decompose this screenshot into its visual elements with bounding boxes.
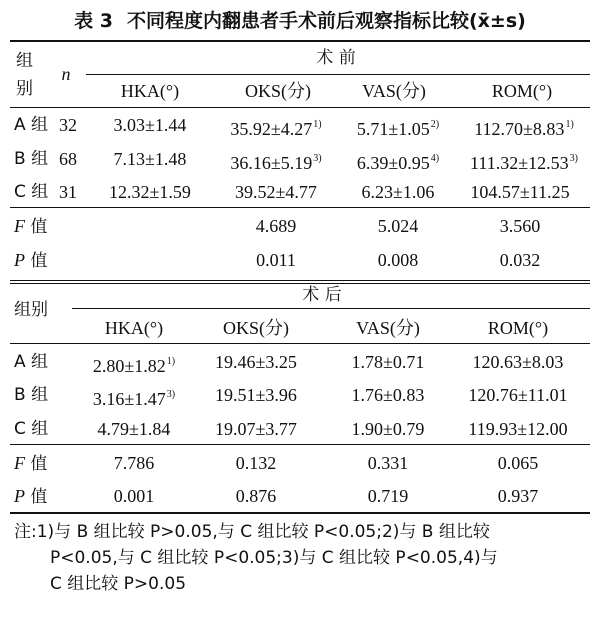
pre-body-rule (10, 207, 590, 208)
section-divider-2 (10, 283, 590, 284)
post-f-rom: 0.065 (497, 453, 539, 473)
post-p-vas: 0.719 (367, 486, 409, 506)
pre-row-c-hka: 12.32±1.59 (109, 182, 191, 202)
pre-row-a-rom: $112.70\pm 8.83^{1)}$ (474, 119, 574, 139)
pre-row-a-n: 32 (59, 115, 77, 135)
post-header-rule (10, 343, 590, 344)
pre-f-oks: 4.689 (255, 216, 297, 236)
section-divider (10, 280, 590, 281)
pre-row-c-oks: 39.52±4.77 (235, 182, 317, 202)
post-f-vas: 0.331 (367, 453, 409, 473)
footnote-line-1: 注:1)与 B 组比较 P>0.05,与 C 组比较 P<0.05;2)与 B 组比较 (14, 522, 490, 542)
pre-row-c-group: C 组 (14, 182, 49, 202)
table-number: 表 3 (74, 10, 113, 32)
post-p-label: P 值 (14, 486, 48, 507)
pre-row-b-hka: 7.13±1.48 (113, 149, 187, 169)
pre-span-header: 术 前 (316, 48, 356, 68)
post-f-oks: 0.132 (235, 453, 277, 473)
table-footnote (14, 519, 584, 597)
post-row-b-hka: $3.16\pm 1.47^{3)}$ (92, 389, 176, 409)
post-row-c-group: C 组 (14, 419, 49, 439)
table-caption: 不同程度内翻患者手术前后观察指标比较(x̄±s) (126, 10, 526, 32)
pre-p-label: P 值 (14, 250, 48, 271)
pre-f-vas: 5.024 (377, 216, 419, 236)
post-p-hka: 0.001 (113, 486, 155, 506)
bottom-rule (10, 512, 590, 514)
post-row-c-vas: 1.90±0.79 (351, 419, 425, 439)
pre-col-vas: VAS(分) (362, 81, 426, 101)
group-header-top: 组 (16, 51, 33, 71)
post-row-a-rom: 120.63±8.03 (472, 352, 564, 372)
post-row-a-hka: $2.80\pm 1.82^{1)}$ (92, 356, 176, 376)
pre-p-oks: 0.011 (256, 250, 296, 270)
pre-row-a-vas: $5.71\pm 1.05^{2)}$ (356, 119, 440, 139)
pre-header-rule (10, 107, 590, 108)
post-row-b-rom: 120.76±11.01 (468, 385, 568, 405)
post-f-hka: 7.786 (113, 453, 155, 473)
group-header-bottom: 别 (16, 79, 33, 99)
footnote-line-2: P<0.05,与 C 组比较 P<0.05;3)与 C 组比较 P<0.05,4)与 (50, 548, 498, 568)
post-col-oks: OKS(分) (223, 318, 289, 338)
post-p-rom: 0.937 (497, 486, 539, 506)
n-header: n (61, 64, 71, 84)
post-span-rule (72, 308, 590, 309)
post-row-b-oks: 19.51±3.96 (215, 385, 297, 405)
post-row-c-hka: 4.79±1.84 (97, 419, 171, 439)
pre-row-b-vas: $6.39\pm 0.95^{4)}$ (356, 153, 440, 173)
pre-row-c-vas: 6.23±1.06 (361, 182, 435, 202)
pre-row-b-oks: $36.16\pm 5.19^{3)}$ (230, 153, 322, 173)
post-row-b-group: B 组 (14, 385, 49, 405)
pre-col-oks: OKS(分) (245, 81, 311, 101)
pre-p-vas: 0.008 (377, 250, 419, 270)
pre-f-label: F 值 (14, 216, 48, 237)
post-span-header: 术 后 (302, 285, 342, 305)
post-body-rule (10, 444, 590, 445)
pre-span-rule (86, 74, 590, 75)
pre-row-c-rom: 104.57±11.25 (470, 182, 570, 202)
footnote-line-3: C 组比较 P>0.05 (50, 574, 187, 594)
post-group-header: 组别 (14, 300, 48, 320)
pre-row-b-n: 68 (59, 149, 77, 169)
post-col-rom: ROM(°) (487, 318, 549, 338)
pre-row-b-group: B 组 (14, 149, 49, 169)
pre-row-a-group: A 组 (14, 115, 49, 135)
pre-f-rom: 3.560 (499, 216, 541, 236)
post-col-vas: VAS(分) (356, 318, 420, 338)
post-row-b-vas: 1.76±0.83 (351, 385, 425, 405)
post-row-a-oks: 19.46±3.25 (215, 352, 297, 372)
post-p-oks: 0.876 (235, 486, 277, 506)
pre-col-rom: ROM(°) (491, 81, 553, 101)
post-col-hka: HKA(°) (104, 318, 164, 338)
pre-row-a-hka: 3.03±1.44 (113, 115, 187, 135)
pre-row-a-oks: $35.92\pm 4.27^{1)}$ (230, 119, 322, 139)
pre-p-rom: 0.032 (499, 250, 541, 270)
post-row-a-vas: 1.78±0.71 (351, 352, 425, 372)
pre-row-b-rom: $111.32\pm 12.53^{3)}$ (470, 153, 578, 173)
top-rule (10, 40, 590, 42)
post-row-c-rom: 119.93±12.00 (468, 419, 568, 439)
table-title (0, 6, 600, 36)
post-f-label: F 值 (14, 453, 48, 474)
pre-col-hka: HKA(°) (120, 81, 180, 101)
post-row-a-group: A 组 (14, 352, 49, 372)
pre-row-c-n: 31 (59, 182, 77, 202)
post-row-c-oks: 19.07±3.77 (215, 419, 297, 439)
